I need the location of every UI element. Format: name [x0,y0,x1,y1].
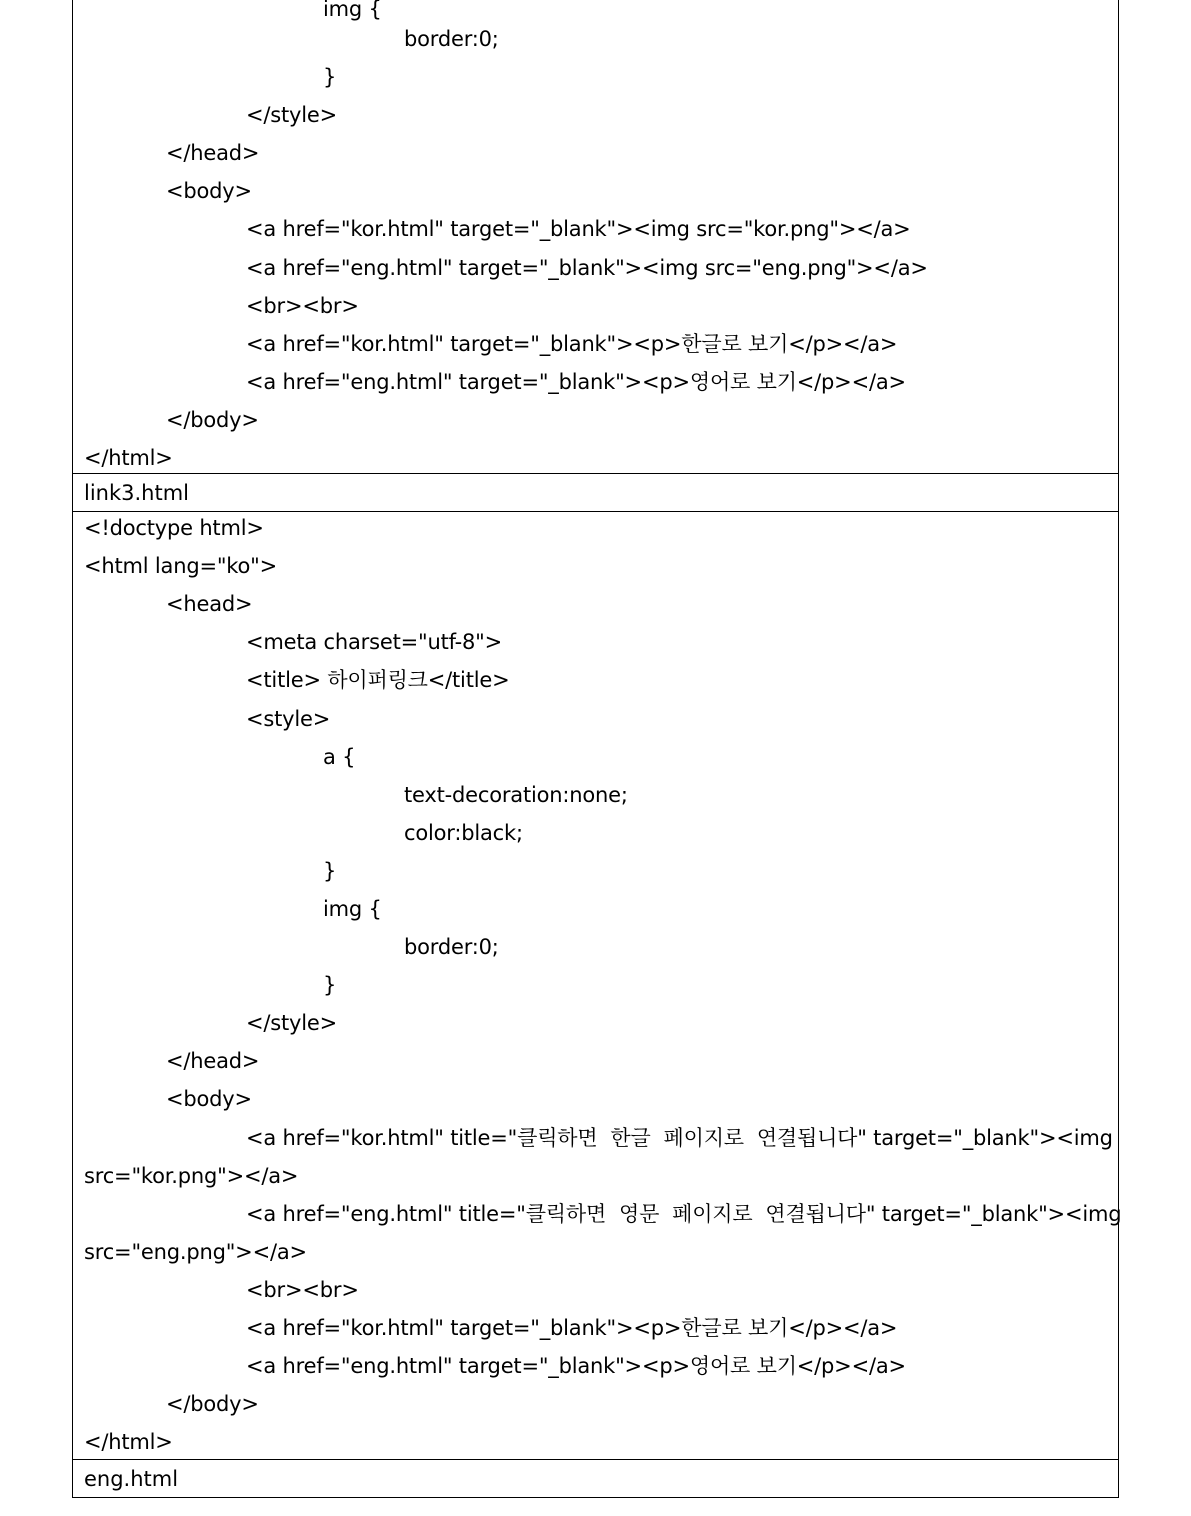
code-line: <head> [166,592,253,617]
code-line: <a href="kor.html" target="_blank"><img src="kor.png"></a> [246,217,911,242]
code-line: color:black; [404,820,523,845]
code-line: <body> [166,1087,252,1112]
code-line: img { [323,896,382,921]
code-line: <body> [166,179,252,204]
code-line: } [323,858,337,883]
code-block-top [73,0,1118,473]
code-line: <a href="kor.html" target="_blank"><p>한글로 보기</p></a> [246,1316,898,1340]
code-line: border:0; [404,935,499,960]
code-line: </body> [166,1392,259,1417]
code-line: </head> [166,1049,260,1074]
code-line: <meta charset="utf-8"> [246,630,503,655]
code-line: text-decoration:none; [404,782,628,807]
code-line: </style> [246,1011,338,1036]
code-line: img { [323,0,382,21]
code-line: </head> [166,141,260,166]
code-line: } [323,973,337,998]
filename-link3: link3.html [73,473,1118,512]
code-line: src="eng.png"></a> [84,1239,307,1264]
code-line: <style> [246,706,331,731]
code-line: } [323,65,337,90]
code-listing-table [72,0,1122,1498]
code-line: <a href="eng.html" target="_blank"><p>영어로 보기</p></a> [246,369,906,394]
code-line: <title> 하이퍼링크</title> [246,668,510,693]
code-line: src="kor.png"></a> [84,1163,299,1188]
code-line: </body> [166,407,259,432]
code-block-link3 [73,512,1122,1459]
code-line: <br><br> [246,1277,359,1302]
code-line: <a href="kor.html" title="클릭하면 한글 페이지로 연결됩니다" target="_blank"><img [246,1125,1113,1150]
code-line: </style> [246,103,338,128]
code-line: <html lang="ko"> [84,554,278,579]
code-line: </html> [84,1430,173,1455]
code-line: <!doctype html> [84,516,264,541]
code-line: <a href="kor.html" target="_blank"><p>한글로 보기</p></a> [246,331,898,356]
code-line: <a href="eng.html" title="클릭하면 영문 페이지로 연결됩니다" target="_blank"><img [246,1201,1122,1226]
code-line: <br><br> [246,293,359,318]
code-line: </html> [84,446,173,471]
code-line: a { [323,744,356,769]
code-line: <a href="eng.html" target="_blank"><p>영어로 보기</p></a> [246,1354,906,1379]
code-line: border:0; [404,27,499,51]
filename-eng: eng.html [73,1459,1118,1498]
code-line: <a href="eng.html" target="_blank"><img src="eng.png"></a> [246,255,928,280]
